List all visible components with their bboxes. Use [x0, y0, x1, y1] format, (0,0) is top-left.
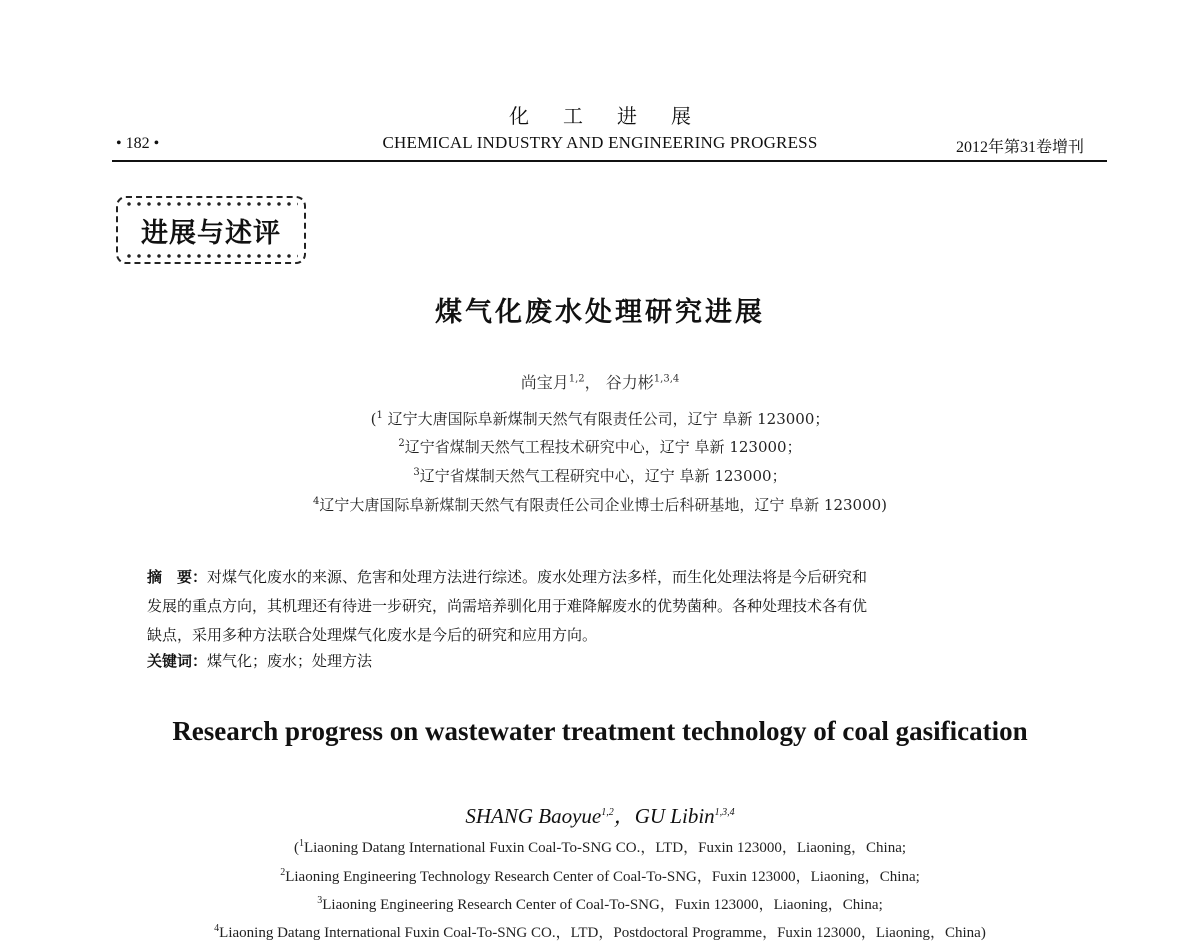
affiliation-text: Liaoning Datang International Fuxin Coal-To-SNG CO.，LTD，Postdoctoral Programme，Fuxin 123000，Liaoning，China)	[219, 925, 986, 941]
author-affiliation-sup: 1,3,4	[714, 807, 735, 818]
author-name: SHANG Baoyue	[465, 804, 602, 828]
article-title-en: Research progress on wastewater treatment technology of coal gasification	[172, 716, 1028, 746]
author-name: 尚宝月	[520, 373, 569, 392]
abstract	[147, 563, 1067, 650]
authors-cn	[0, 370, 1200, 393]
keywords	[147, 650, 372, 671]
affiliation-en	[0, 865, 1200, 886]
abstract-line: 缺点，采用多种方法联合处理煤气化废水是今后的研究和应用方向。	[147, 626, 598, 644]
abstract-line: 对煤气化废水的来源、危害和处理方法进行综述。废水处理方法多样，而生化处理法将是今后研究和	[207, 568, 868, 586]
article-title-cn: 煤气化废水处理研究进展	[435, 297, 765, 328]
affiliation-sup: 1	[298, 838, 304, 849]
author-affiliation-sup: 1,3,4	[653, 373, 680, 385]
author-name: GU Libin	[634, 804, 715, 828]
affiliation-en	[0, 921, 1200, 942]
affiliation-text: Liaoning Datang International Fuxin Coal-To-SNG CO.，LTD，Fuxin 123000，Liaoning，China;	[303, 840, 907, 856]
affiliation-text: 辽宁省煤制天然气工程技术研究中心，辽宁 阜新 123000；	[404, 438, 802, 456]
affiliation-cn	[0, 465, 1200, 486]
affiliation-sup: 2	[280, 867, 286, 878]
affiliation-sup: 4	[214, 923, 220, 934]
affiliation-text: 辽宁大唐国际阜新煤制天然气有限责任公司，辽宁 阜新 123000；	[387, 410, 830, 428]
keywords-label: 关键词：	[147, 652, 208, 670]
header-rule	[112, 160, 1107, 162]
affiliation-sup: 2	[398, 438, 405, 449]
affiliation-en	[0, 893, 1200, 914]
affiliation-text: 辽宁省煤制天然气工程研究中心，辽宁 阜新 123000；	[419, 467, 787, 485]
authors-en	[0, 800, 1200, 830]
journal-title-en: CHEMICAL INDUSTRY AND ENGINEERING PROGRESS	[382, 133, 818, 152]
affiliation-text: Liaoning Engineering Technology Research Center of Coal-To-SNG，Fuxin 123000，Liaoning，China;	[285, 869, 920, 885]
affiliation-cn	[0, 494, 1200, 515]
journal-title-cn: 化工进展	[509, 104, 725, 128]
affiliation-sup: 4	[312, 496, 320, 507]
affiliation-cn	[0, 408, 1200, 429]
page-number: • 182 •	[116, 135, 160, 152]
affiliation-sup: 3	[413, 467, 420, 478]
paren-open: (	[293, 840, 299, 856]
abstract-label: 摘 要：	[147, 568, 208, 586]
ornament-border-bottom	[124, 253, 298, 259]
column-label: 进展与述评	[141, 217, 281, 249]
affiliation-cn	[0, 436, 1200, 457]
ornament-border-top	[124, 201, 298, 207]
author-affiliation-sup: 1,2	[601, 807, 614, 818]
author-name: 谷力彬	[605, 373, 654, 392]
affiliation-sup: 1	[376, 410, 383, 421]
author-separator: ，	[613, 804, 635, 828]
author-affiliation-sup: 1,2	[568, 373, 585, 385]
author-separator: ，	[584, 373, 601, 392]
affiliation-text: Liaoning Engineering Research Center of Coal-To-SNG，Fuxin 123000，Liaoning，China;	[322, 897, 883, 913]
affiliation-en	[0, 836, 1200, 857]
affiliation-text: 辽宁大唐国际阜新煤制天然气有限责任公司企业博士后科研基地，辽宁 阜新 123000)	[319, 496, 888, 514]
paren-open: (	[370, 410, 377, 428]
affiliation-sup: 3	[317, 895, 323, 906]
abstract-line: 发展的重点方向，其机理还有待进一步研究，尚需培养驯化用于难降解废水的优势菌种。各种处理技术各有优	[147, 597, 868, 615]
column-badge	[116, 196, 306, 264]
issue-info: 2012年第31卷增刊	[956, 139, 1085, 156]
keywords-text: 煤气化；废水；处理方法	[207, 652, 373, 670]
